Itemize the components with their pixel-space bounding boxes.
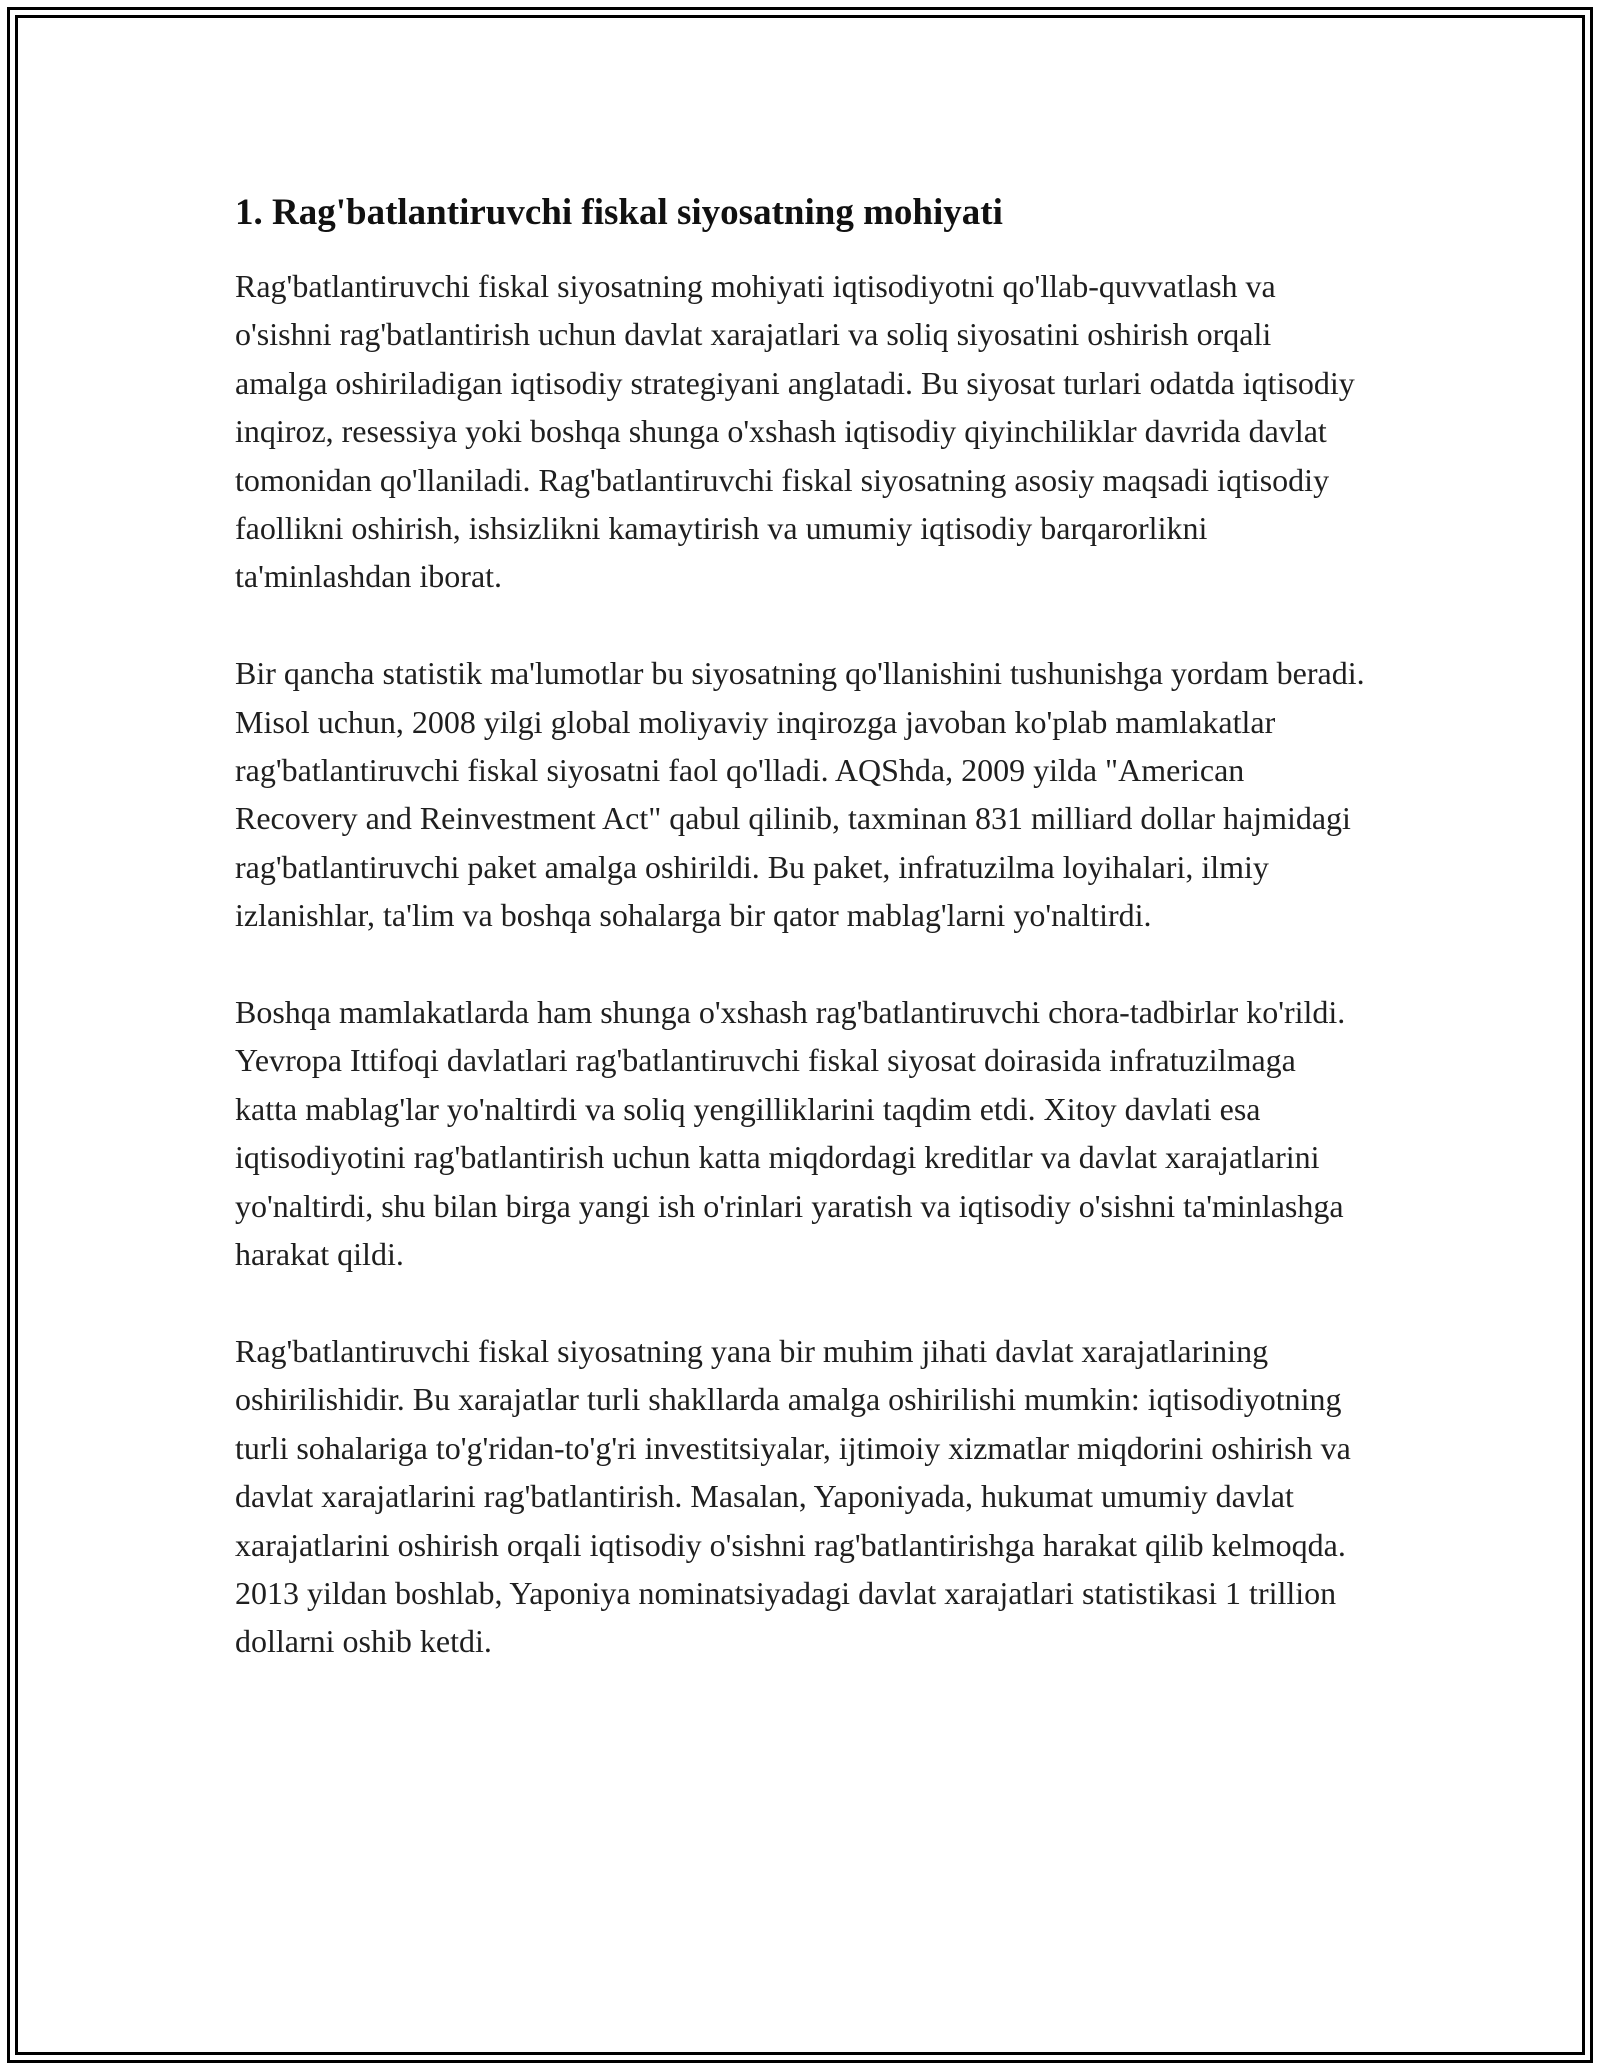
paragraph-essence: Rag'batlantiruvchi fiskal siyosatning mohiyati iqtisodiyotni qo'llab-quvvatlash va o'sishni rag'batlantirish uchun davlat xarajatlari va soliq siyosatini oshirish orqali amalga oshiriladigan iqtisodiy strategiyani anglatadi. Bu siyosat turlari odatda iqtisodiy inqiroz, resessiya yoki boshqa shunga o'xshash iqtisodiy qiyinchiliklar davrida davlat tomonidan qo'llaniladi. Rag'batlantiruvchi fiskal siyosatning asosiy maqsadi iqtisodiy faollikni oshirish, ishsizlikni kamaytirish va umumiy iqtisodiy barqarorlikni ta'minlashdan iborat. xyxy=(235,268,1355,595)
paragraph-statistics: Bir qancha statistik ma'lumotlar bu siyosatning qo'llanishini tushunishga yordam beradi. Misol uchun, 2008 yilgi global moliyaviy inqirozga javoban ko'plab mamlakatlar rag'batlantiruvchi fiskal siyosatni faol qo'lladi. AQShda, 2009 yilda "American Recovery and Reinvestment Act" qabul qilinib, taxminan 831 milliard dollar hajmidagi rag'batlantiruvchi paket amalga oshirildi. Bu paket, infratuzilma loyihalari, ilmiy izlanishlar, ta'lim va boshqa sohalarga bir qator mablag'larni yo'naltirdi. xyxy=(235,655,1365,934)
paragraph-other-countries: Boshqa mamlakatlarda ham shunga o'xshash rag'batlantiruvchi chora-tadbirlar ko'rildi. Yevropa Ittifoqi davlatlari rag'batlantiruvchi fiskal siyosat doirasida infratuzilmaga katta mablag'lar yo'naltirdi va soliq yengilliklarini taqdim etdi. Xitoy davlati esa iqtisodiyotini rag'batlantirish uchun katta miqdordagi kreditlar va davlat xarajatlarini yo'naltirdi, shu bilan birga yangi ish o'rinlari yaratish va iqtisodiy o'sishni ta'minlashga harakat qildi. xyxy=(235,994,1346,1273)
document-body xyxy=(235,186,1365,1666)
section-title: 1. Rag'batlantiruvchi fiskal siyosatning mohiyati xyxy=(235,192,1003,233)
paragraph-government-spending: Rag'batlantiruvchi fiskal siyosatning yana bir muhim jihati davlat xarajatlarining oshirilishidir. Bu xarajatlar turli shakllarda amalga oshirilishi mumkin: iqtisodiyotning turli sohalariga to'g'ridan-to'g'ri investitsiyalar, ijtimoiy xizmatlar miqdorini oshirish va davlat xarajatlarini rag'batlantirish. Masalan, Yaponiyada, hukumat umumiy davlat xarajatlarini oshirish orqali iqtisodiy o'sishni rag'batlantirishga harakat qilib kelmoqda. 2013 yildan boshlab, Yaponiya nominatsiyadagi davlat xarajatlari statistikasi 1 trillion dollarni oshib ketdi. xyxy=(235,1332,1351,1660)
